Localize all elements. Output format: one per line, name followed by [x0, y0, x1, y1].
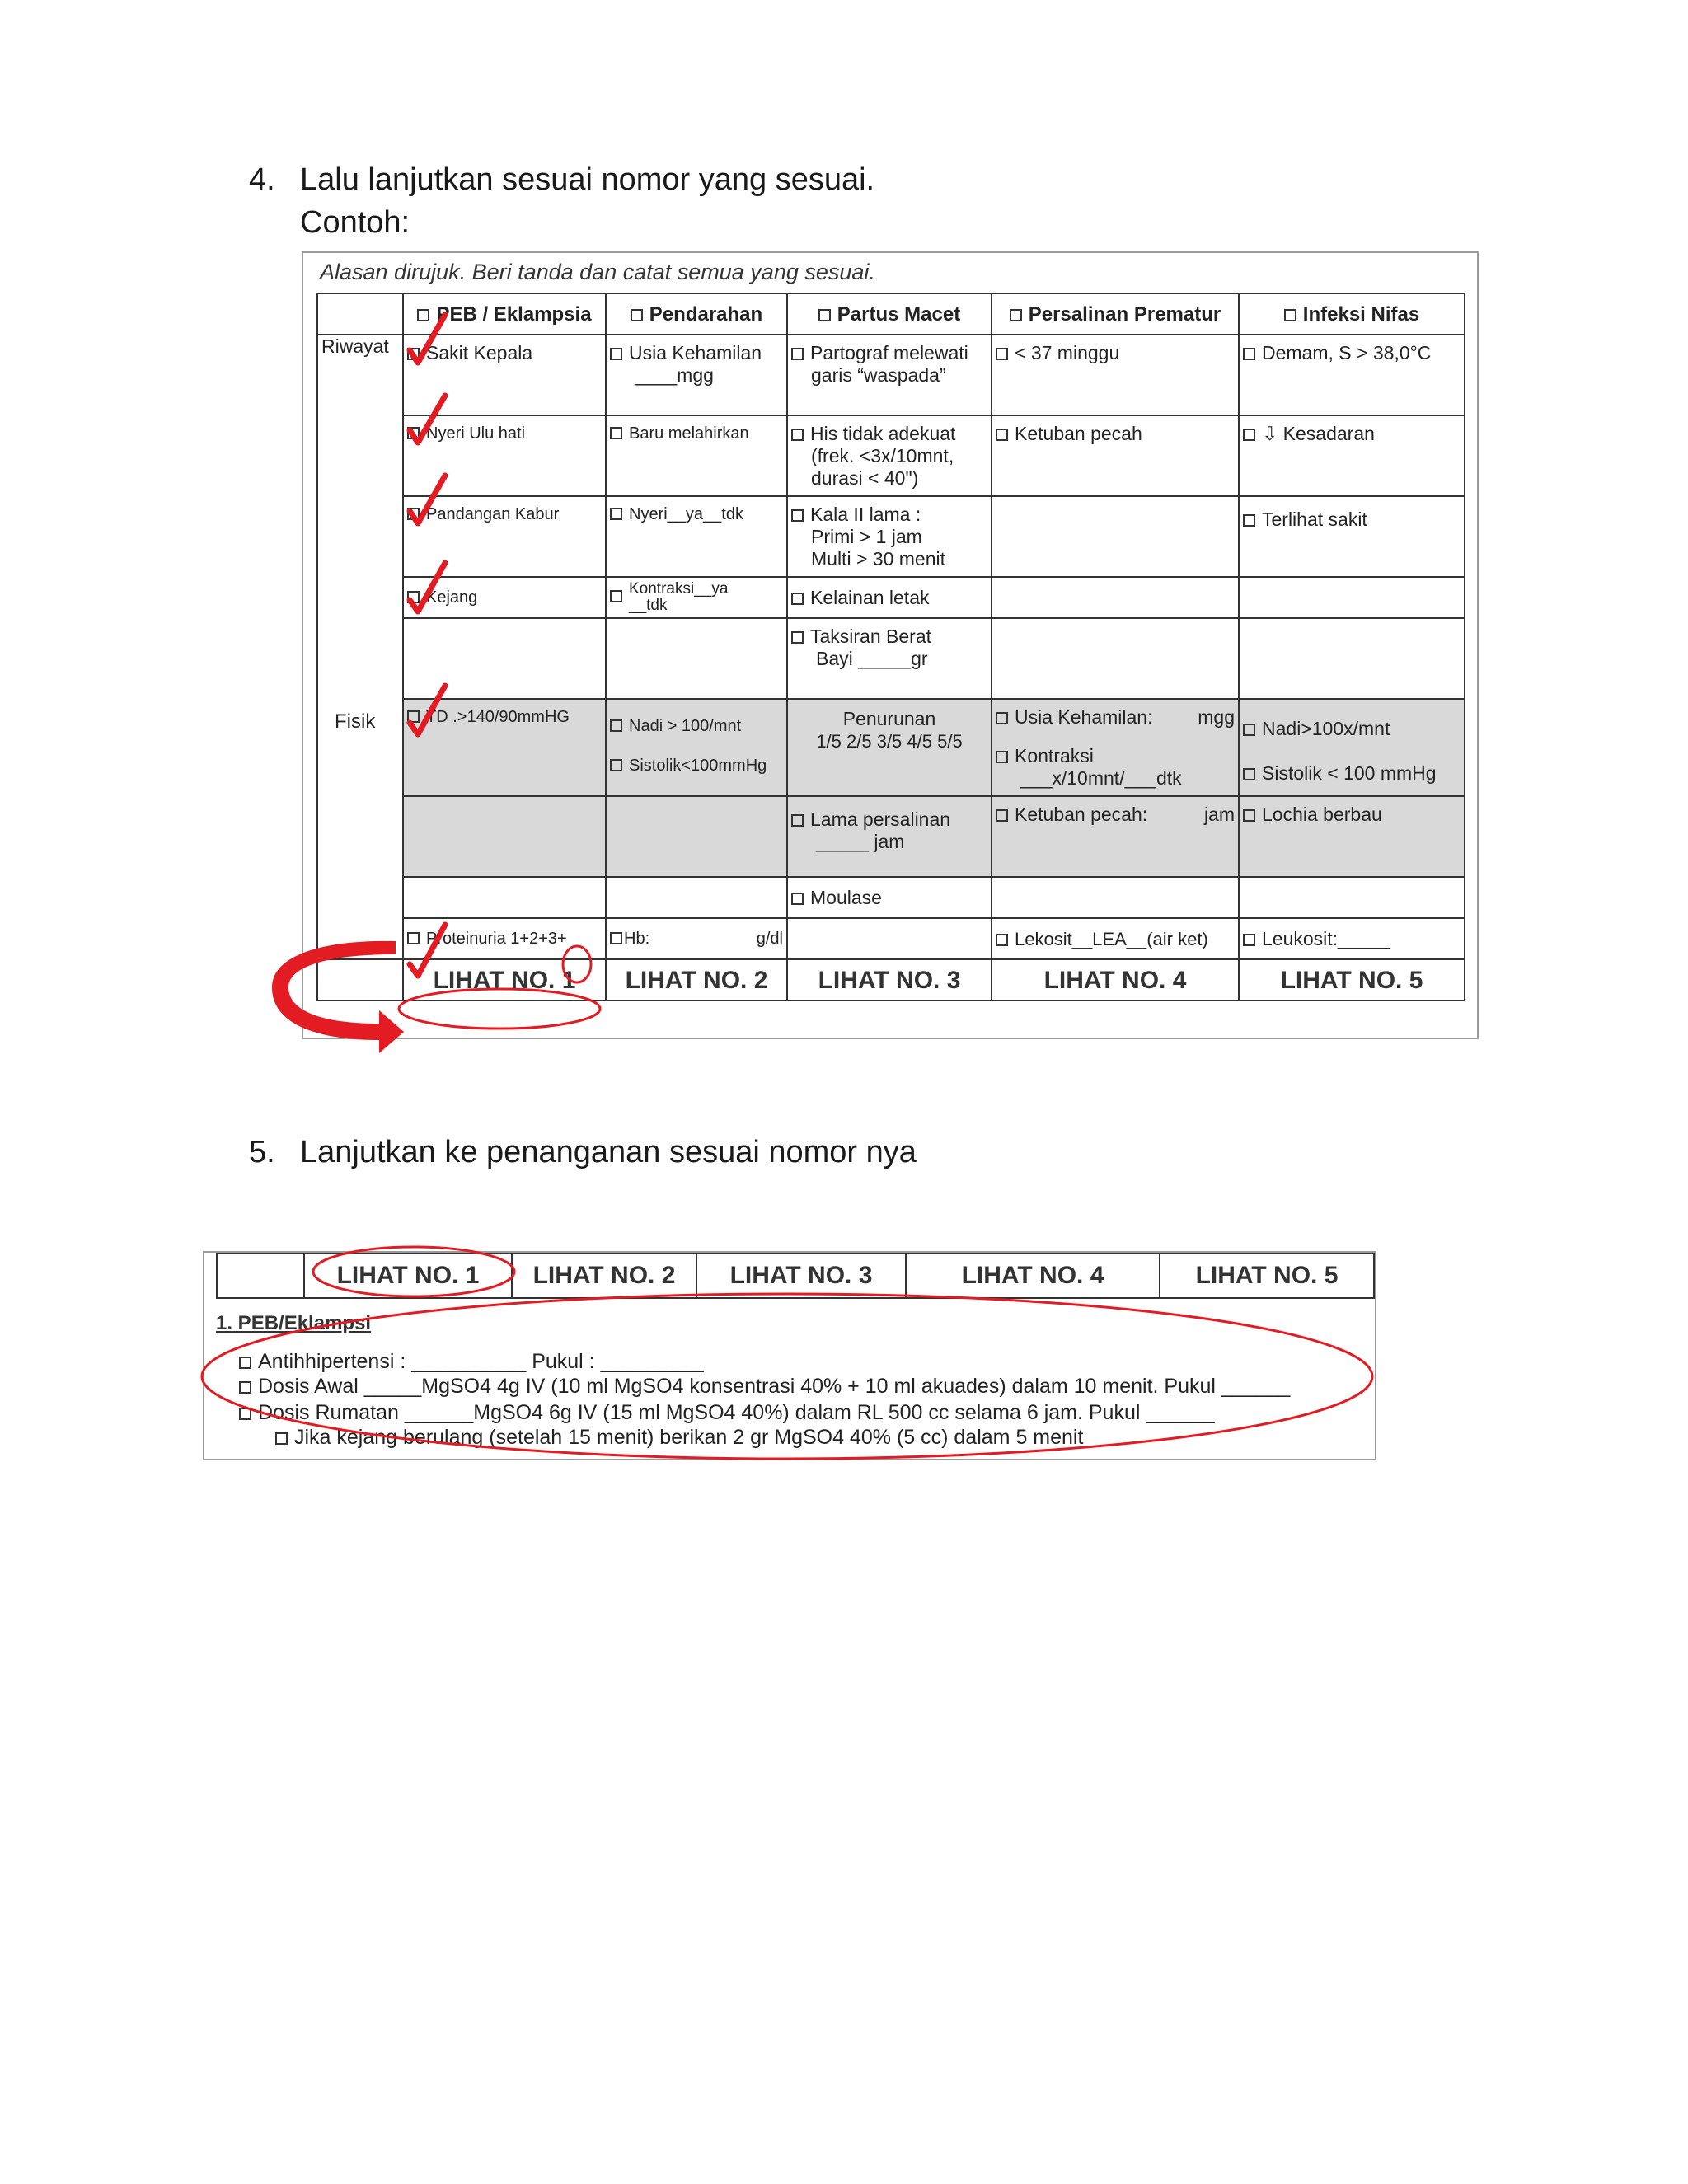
checkbox[interactable]: [407, 508, 420, 520]
referral-reason-form: [302, 251, 1479, 1039]
form-title: Alasan dirujuk. Beri tanda dan catat semua yang sesuai.: [320, 260, 875, 284]
pendarahan-usia-kehamilan[interactable]: Usia Kehamilan ____mgg: [606, 335, 787, 415]
prematur-empty-moulase: [992, 877, 1239, 918]
checkbox[interactable]: [1243, 724, 1255, 736]
lihat-empty: [317, 959, 403, 1001]
peb-kejang[interactable]: Kejang: [403, 577, 606, 618]
checkbox[interactable]: [996, 751, 1008, 763]
checkbox[interactable]: [1243, 768, 1255, 780]
treatment-lihat-no-5[interactable]: LIHAT NO. 5: [1160, 1254, 1374, 1298]
lihat-no-5[interactable]: LIHAT NO. 5: [1239, 959, 1465, 1001]
step-4-number: 4.: [249, 162, 275, 197]
checkbox[interactable]: [631, 309, 643, 321]
treatment-line-dosis-awal[interactable]: Dosis Awal _____MgSO4 4g IV (10 ml MgSO4 konsentrasi 40% + 10 ml akuades) dalam 10 menit. Pukul ______: [239, 1375, 1290, 1399]
peb-td[interactable]: TD .>140/90mmHG: [403, 699, 606, 796]
checkbox[interactable]: [791, 509, 804, 522]
treatment-line-kejang-berulang[interactable]: Jika kejang berulang (setelah 15 menit) berikan 2 gr MgSO4 40% (5 cc) dalam 5 menit: [275, 1426, 1083, 1450]
checkbox[interactable]: [239, 1408, 251, 1420]
nifas-leukosit[interactable]: Leukosit:_____: [1239, 918, 1465, 959]
header-pendarahan: Pendarahan: [606, 293, 787, 335]
nifas-kesadaran[interactable]: ⇩ Kesadaran: [1239, 415, 1465, 496]
treatment-lihat-no-1[interactable]: LIHAT NO. 1: [304, 1254, 512, 1298]
partus-taksiran[interactable]: Taksiran Berat Bayi _____gr: [787, 618, 992, 699]
lihat-no-4[interactable]: LIHAT NO. 4: [992, 959, 1239, 1001]
prematur-empty-4: [992, 577, 1239, 618]
checkbox[interactable]: [417, 309, 429, 321]
prematur-lekosit[interactable]: Lekosit__LEA__(air ket): [992, 918, 1239, 959]
partus-moulase[interactable]: Moulase: [787, 877, 992, 918]
prematur-minggu[interactable]: < 37 minggu: [992, 335, 1239, 415]
checkbox[interactable]: [791, 631, 804, 644]
step-5: [249, 1131, 1238, 1174]
checkbox[interactable]: [1243, 934, 1255, 946]
checkbox[interactable]: [407, 348, 420, 360]
checkbox[interactable]: [1010, 309, 1022, 321]
pendarahan-nyeri[interactable]: Nyeri__ya__tdk: [606, 496, 787, 577]
prematur-usia-kontraksi[interactable]: Usia Kehamilan: mgg Kontraksi ___x/10mnt/___dtk: [992, 699, 1239, 796]
lihat-no-3[interactable]: LIHAT NO. 3: [787, 959, 992, 1001]
prematur-ketuban[interactable]: Ketuban pecah: [992, 415, 1239, 496]
step-5-number: 5.: [249, 1135, 275, 1169]
step-5-text: Lanjutkan ke penanganan sesuai nomor nya: [300, 1135, 917, 1169]
partus-kala[interactable]: Kala II lama : Primi > 1 jam Multi > 30 menit: [787, 496, 992, 577]
peb-sakit-kepala[interactable]: Sakit Kepala: [403, 335, 606, 415]
checkbox[interactable]: [610, 427, 622, 439]
referral-grid: [316, 293, 1465, 1001]
checkbox[interactable]: [791, 893, 804, 905]
checkbox[interactable]: [818, 309, 831, 321]
lihat-no-1[interactable]: LIHAT NO. 1: [403, 959, 606, 1001]
peb-empty-moulase: [403, 877, 606, 918]
peb-pandangan-kabur[interactable]: Pandangan Kabur: [403, 496, 606, 577]
checkbox[interactable]: [996, 809, 1008, 822]
checkbox[interactable]: [996, 348, 1008, 360]
treatment-header: [216, 1253, 1375, 1299]
nifas-demam[interactable]: Demam, S > 38,0°C: [1239, 335, 1465, 415]
nifas-empty-5: [1239, 618, 1465, 699]
nifas-lochia[interactable]: Lochia berbau: [1239, 796, 1465, 877]
step-4-example-label: Contoh:: [300, 205, 410, 240]
nifas-empty-moulase: [1239, 877, 1465, 918]
nifas-nadi-sistolik[interactable]: Nadi>100x/mnt Sistolik < 100 mmHg: [1239, 699, 1465, 796]
treatment-lihat-no-4[interactable]: LIHAT NO. 4: [906, 1254, 1160, 1298]
partus-lama-persalinan[interactable]: Lama persalinan _____ jam: [787, 796, 992, 877]
row-label-fisik: Fisik: [335, 710, 376, 733]
partus-his[interactable]: His tidak adekuat (frek. <3x/10mnt, durasi < 40"): [787, 415, 992, 496]
checkbox[interactable]: [407, 710, 420, 723]
prematur-ketuban-pecah[interactable]: Ketuban pecah: jam: [992, 796, 1239, 877]
checkbox[interactable]: [791, 348, 804, 360]
step-4-text: Lalu lanjutkan sesuai nomor yang sesuai.: [300, 162, 875, 197]
checkbox[interactable]: [610, 348, 622, 360]
header-empty: [317, 293, 403, 335]
treatment-header-empty: [217, 1254, 304, 1298]
checkbox[interactable]: [407, 932, 420, 944]
treatment-lihat-no-3[interactable]: LIHAT NO. 3: [696, 1254, 906, 1298]
treatment-section-title: 1. PEB/Eklampsi: [216, 1312, 372, 1334]
pendarahan-baru-melahirkan[interactable]: Baru melahirkan: [606, 415, 787, 496]
step-4: [249, 158, 1238, 249]
nifas-terlihat-sakit[interactable]: Terlihat sakit: [1239, 496, 1465, 577]
header-peb: PEB / Eklampsia: [403, 293, 606, 335]
header-partus-macet: Partus Macet: [787, 293, 992, 335]
nifas-empty-4: [1239, 577, 1465, 618]
checkbox[interactable]: [1243, 348, 1255, 360]
checkbox[interactable]: [791, 593, 804, 605]
treatment-form: [203, 1251, 1376, 1460]
checkbox[interactable]: [239, 1381, 251, 1394]
checkbox[interactable]: [610, 759, 622, 771]
lihat-no-2[interactable]: LIHAT NO. 2: [606, 959, 787, 1001]
partus-partograf[interactable]: Partograf melewati garis “waspada”: [787, 335, 992, 415]
partus-empty-lab: [787, 918, 992, 959]
treatment-line-antihipertensi[interactable]: Antihhipertensi : __________ Pukul : _________: [239, 1350, 704, 1374]
partus-kelainan-letak[interactable]: Kelainan letak: [787, 577, 992, 618]
peb-empty-5: [403, 618, 606, 699]
pendarahan-empty-5: [606, 618, 787, 699]
partus-penurunan[interactable]: Penurunan 1/5 2/5 3/5 4/5 5/5: [787, 699, 992, 796]
pendarahan-hb[interactable]: Hb: g/dl: [606, 918, 787, 959]
checkbox[interactable]: [1284, 309, 1296, 321]
treatment-line-dosis-rumatan[interactable]: Dosis Rumatan ______MgSO4 6g IV (15 ml MgSO4 40%) dalam RL 500 cc selama 6 jam. Pukul ______: [239, 1401, 1215, 1425]
checkbox[interactable]: [239, 1357, 251, 1369]
checkbox[interactable]: [407, 591, 420, 603]
peb-nyeri-ulu-hati[interactable]: Nyeri Ulu hati: [403, 415, 606, 496]
pendarahan-empty-moulase: [606, 877, 787, 918]
checkbox[interactable]: [791, 429, 804, 441]
peb-proteinuria[interactable]: Proteinuria 1+2+3+: [403, 918, 606, 959]
header-persalinan-prematur: Persalinan Prematur: [992, 293, 1239, 335]
header-infeksi-nifas: Infeksi Nifas: [1239, 293, 1465, 335]
checkbox[interactable]: [610, 590, 622, 602]
peb-empty-fisik-2: [403, 796, 606, 877]
treatment-lihat-no-2[interactable]: LIHAT NO. 2: [512, 1254, 696, 1298]
checkbox[interactable]: [791, 814, 804, 827]
prematur-empty-5: [992, 618, 1239, 699]
checkbox[interactable]: [610, 508, 622, 520]
checkbox[interactable]: [996, 712, 1008, 724]
checkbox[interactable]: [996, 429, 1008, 441]
pendarahan-kontraksi[interactable]: Kontraksi__ya __tdk: [606, 577, 787, 618]
checkbox[interactable]: [1243, 809, 1255, 822]
pendarahan-nadi-sistolik[interactable]: Nadi > 100/mnt Sistolik<100mmHg: [606, 699, 787, 796]
prematur-empty-3: [992, 496, 1239, 577]
row-label-riwayat: Riwayat: [317, 335, 403, 959]
checkbox[interactable]: [1243, 514, 1255, 527]
checkbox[interactable]: [996, 934, 1008, 946]
checkbox[interactable]: [610, 932, 622, 944]
checkbox[interactable]: [407, 427, 420, 439]
checkbox[interactable]: [275, 1432, 288, 1445]
pendarahan-empty-fisik-2: [606, 796, 787, 877]
checkbox[interactable]: [610, 719, 622, 732]
checkbox[interactable]: [1243, 429, 1255, 441]
